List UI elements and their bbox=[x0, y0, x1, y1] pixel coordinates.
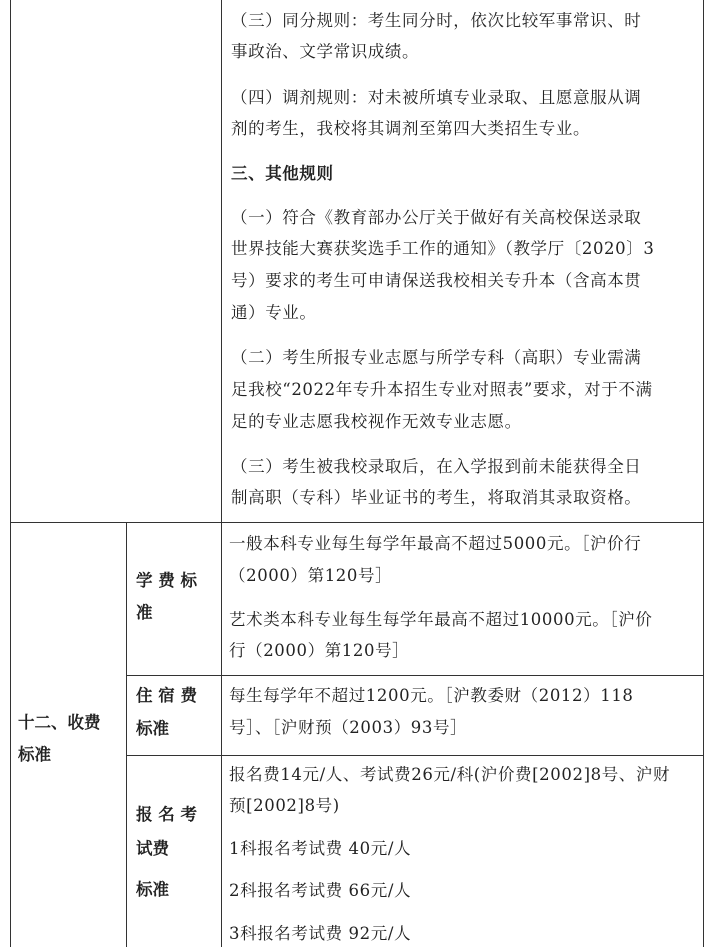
adjust-rule-line-2: 剂的考生，我校将其调剂至第四大类招生专业。 bbox=[231, 119, 591, 138]
lodging-label-line-1: 住 宿 费 bbox=[136, 686, 197, 705]
lodging-label-line-2: 标准 bbox=[136, 719, 169, 738]
tie-rule-line-1: （三）同分规则：考生同分时，依次比较军事常识、时 bbox=[231, 11, 642, 30]
lodging-line-2: 号］、［沪财预（2003）93号］ bbox=[229, 718, 468, 737]
other-rule-3-line-1: （三）考生被我校录取后，在入学报到前未能获得全日 bbox=[231, 457, 642, 476]
label-column-divider bbox=[221, 0, 222, 947]
exam-label-line-2: 试费 bbox=[136, 839, 169, 858]
tuition-general-line-2: （2000）第120号］ bbox=[229, 566, 393, 585]
exam-label-line-3: 标准 bbox=[136, 880, 169, 899]
other-rule-2-line-2: 足我校“2022年专升本招生专业对照表”要求，对于不满 bbox=[231, 380, 653, 399]
exam-fee-line-1: 报名费14元/人、考试费26元/科(沪价费[2002]8号、沪财 bbox=[229, 765, 671, 784]
tie-rule-line-2: 事政治、文学常识成绩。 bbox=[231, 42, 420, 61]
adjust-rule-line-1: （四）调剂规则：对未被所填专业录取、且愿意服从调 bbox=[231, 88, 642, 107]
tuition-art-line-1: 艺术类本科专业每生每学年最高不超过10000元。［沪价 bbox=[229, 610, 653, 629]
sublabel-column-divider bbox=[126, 522, 127, 947]
other-rule-3-line-2: 制高职（专科）毕业证书的考生，将取消其录取资格。 bbox=[231, 488, 642, 507]
exam-fee-one-subject: 1科报名考试费 40元/人 bbox=[229, 839, 412, 858]
table-right-border bbox=[703, 0, 704, 947]
other-rule-1-line-1: （一）符合《教育部办公厅关于做好有关高校保送录取 bbox=[231, 208, 642, 227]
tuition-art-line-2: 行（2000）第120号］ bbox=[229, 641, 410, 660]
tuition-label-line-2: 准 bbox=[136, 603, 153, 622]
other-rule-2-line-1: （二）考生所报专业志愿与所学专科（高职）专业需满 bbox=[231, 348, 642, 367]
exam-fee-two-subjects: 2科报名考试费 66元/人 bbox=[229, 881, 412, 900]
table-left-border bbox=[10, 0, 11, 947]
exam-label-line-1: 报 名 考 bbox=[136, 805, 197, 824]
other-rule-1-line-2: 世界技能大赛获奖选手工作的通知》（教学厅〔2020〕3 bbox=[231, 239, 655, 258]
tuition-general-line-1: 一般本科专业每生每学年最高不超过5000元。［沪价行 bbox=[229, 534, 642, 553]
tuition-label-line-1: 学 费 标 bbox=[136, 571, 197, 590]
row-divider-tuition bbox=[126, 675, 704, 676]
other-rules-heading: 三、其他规则 bbox=[231, 164, 334, 183]
other-rule-1-line-4: 通）专业。 bbox=[231, 303, 317, 322]
exam-fee-line-2: 预[2002]8号) bbox=[229, 796, 340, 815]
fees-section-label-line-1: 十二、收费 bbox=[18, 713, 101, 732]
other-rule-1-line-3: 号）要求的考生可申请保送我校相关专升本（含高本贯 bbox=[231, 271, 642, 290]
exam-fee-three-subjects: 3科报名考试费 92元/人 bbox=[229, 924, 412, 943]
lodging-line-1: 每生每学年不超过1200元。［沪教委财（2012）118 bbox=[229, 686, 634, 705]
fees-section-label-line-2: 标准 bbox=[18, 745, 51, 764]
other-rule-2-line-3: 足的专业志愿我校视作无效专业志愿。 bbox=[231, 412, 522, 431]
row-divider-lodging bbox=[126, 755, 704, 756]
section-divider bbox=[10, 522, 704, 523]
